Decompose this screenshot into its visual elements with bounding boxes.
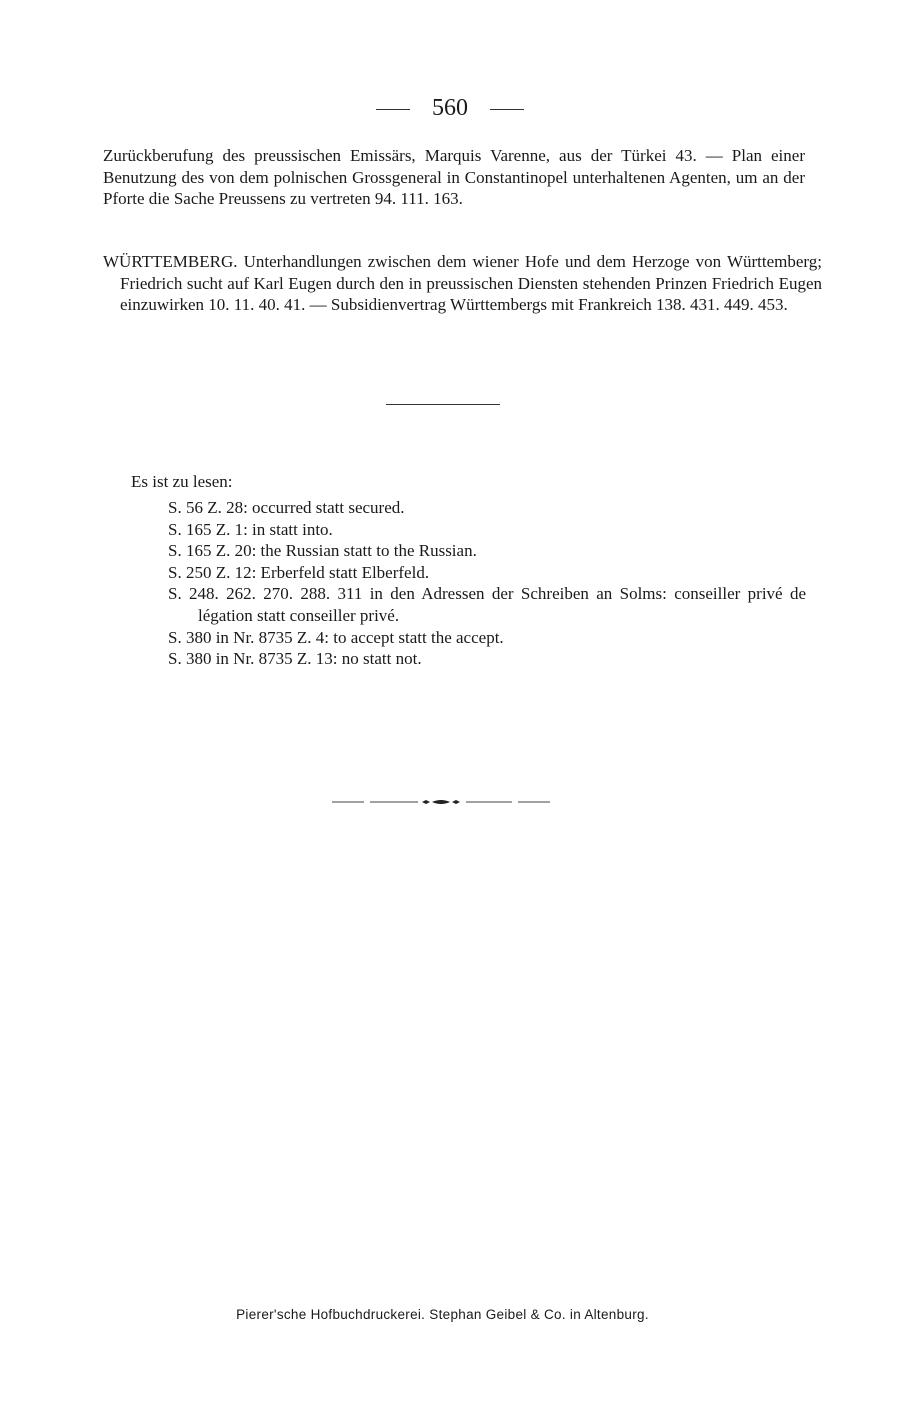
printer-imprint: Pierer'sche Hofbuchdruckerei. Stephan Geibel & Co. in Altenburg.	[236, 1307, 649, 1322]
errata-item: S. 248. 262. 270. 288. 311 in den Adressen der Schreiben an Solms: conseiller privé de légation statt conseiller privé.	[168, 584, 806, 625]
header-dash-right	[490, 109, 524, 110]
page-number: 560	[432, 95, 468, 121]
ornament-divider	[332, 796, 550, 808]
errata-list	[168, 497, 806, 670]
header-dash-left	[376, 109, 410, 110]
errata-item: S. 165 Z. 1: in statt into.	[168, 519, 333, 539]
errata-item: S. 250 Z. 12: Erberfeld statt Elberfeld.	[168, 562, 430, 582]
errata-title: Es ist zu lesen:	[131, 472, 233, 491]
errata-item: S. 380 in Nr. 8735 Z. 13: no statt not.	[168, 649, 422, 669]
section-divider	[386, 404, 500, 405]
index-entry-wuerttemberg: WÜRTTEMBERG. Unterhandlungen zwischen dem wiener Hofe und dem Herzoge von Württemberg; Friedrich sucht auf Karl Eugen durch den in preussischen Diensten stehenden Prinzen Friedrich Eugen einzuwirken 10. 11. 40. 41. — Subsidienvertrag Württembergs mit Frankreich 138. 431. 449. 453.	[103, 252, 822, 315]
errata-item: S. 380 in Nr. 8735 Z. 4: to accept statt the accept.	[168, 627, 504, 647]
index-entry-continuation: Zurückberufung des preussischen Emissärs, Marquis Varenne, aus der Türkei 43. — Plan einer Benutzung des von dem polnischen Grossgeneral in Constantinopel unterhaltenen Agenten, um an der Pforte die Sache Preussens zu vertreten 94. 111. 163.	[103, 146, 805, 209]
errata-item: S. 56 Z. 28: occurred statt secured.	[168, 498, 405, 517]
errata-item: S. 165 Z. 20: the Russian statt to the Russian.	[168, 541, 477, 561]
page-header	[0, 92, 900, 124]
